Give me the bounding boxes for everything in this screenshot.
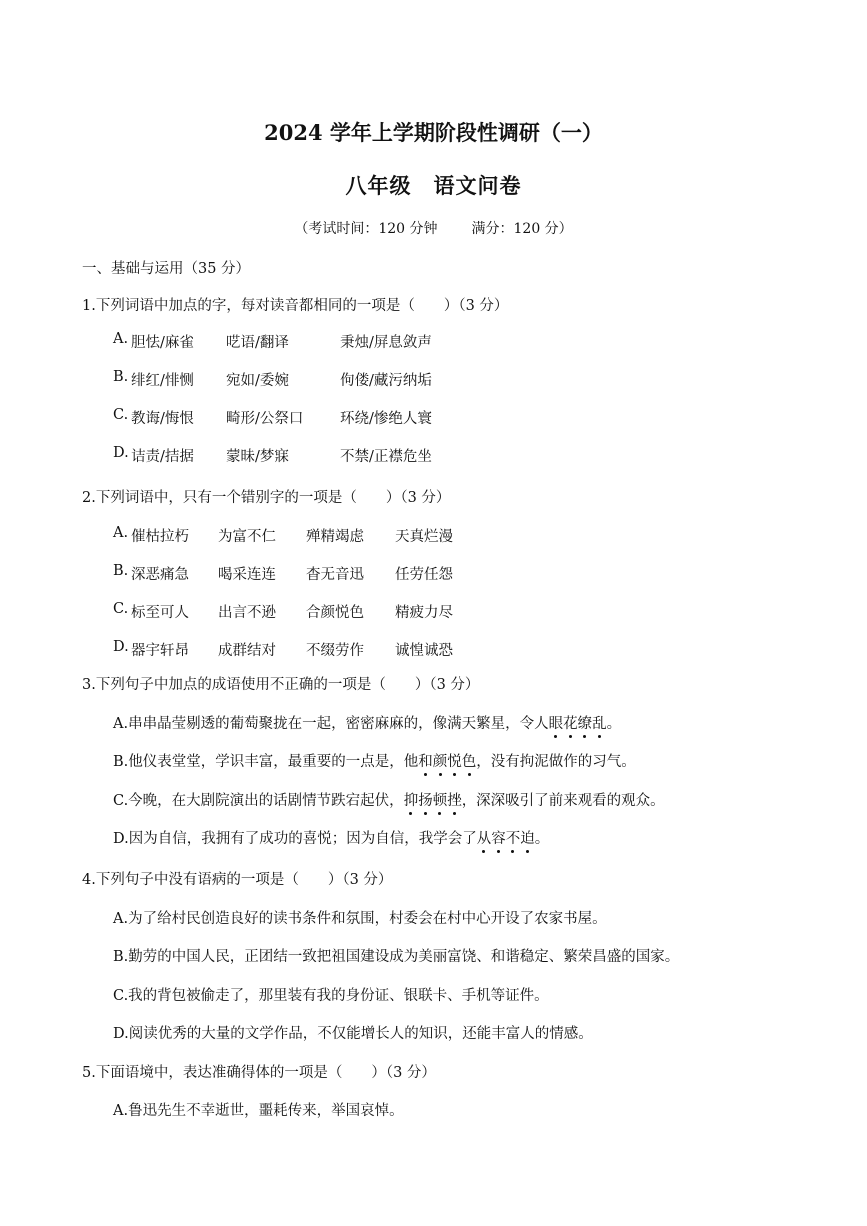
dotted-idiom: 从容不迫 <box>477 831 535 847</box>
idiom: 精疲力尽 <box>395 605 453 621</box>
idiom: 任劳任怨 <box>395 567 453 583</box>
question-3-stem: 3.下列句子中加点的成语使用不正确的一项是（ ）（3 分） <box>82 677 480 693</box>
dotted-idiom: 和颜悦色 <box>418 754 476 770</box>
option-label: B. <box>113 563 129 579</box>
word-pair: 胆怯/麻雀 <box>131 335 194 351</box>
dotted-idiom: 眼花缭乱 <box>549 716 607 732</box>
exam-time: （考试时间：120 分钟 <box>294 221 438 237</box>
option-label: A. <box>113 331 129 347</box>
idiom: 天真烂漫 <box>395 529 453 545</box>
idiom: 成群结对 <box>218 643 276 659</box>
idiom: 诚惶诚恐 <box>395 643 453 659</box>
sentence-text: B.他仪表堂堂，学识丰富，最重要的一点是，他 <box>113 754 419 770</box>
option-label: A. <box>113 525 129 541</box>
exam-score: 满分：120 分） <box>471 221 573 237</box>
option-label: D. <box>113 639 129 655</box>
option-label: D. <box>113 445 129 461</box>
idiom: 合颜悦色 <box>306 605 364 621</box>
word-pair: 畸形/公祭口 <box>226 411 304 427</box>
q3-option-a <box>113 712 621 733</box>
idiom: 不缀劳作 <box>306 643 364 659</box>
q4-option-a: A.为了给村民创造良好的读书条件和氛围，村委会在村中心开设了农家书屋。 <box>113 911 607 927</box>
question-2-stem: 2.下列词语中，只有一个错别字的一项是（ ）（3 分） <box>82 490 451 506</box>
idiom: 为富不仁 <box>218 529 276 545</box>
sentence-text: C.今晚，在大剧院演出的话剧情节跌宕起伏， <box>113 793 404 809</box>
word-pair: 绯红/悱恻 <box>131 373 194 389</box>
option-label: C. <box>113 601 129 617</box>
sentence-text: ，深深吸引了前来观看的观众。 <box>461 793 665 809</box>
exam-info <box>0 218 867 238</box>
idiom: 深恶痛急 <box>131 567 189 583</box>
question-4-stem: 4.下列句子中没有语病的一项是（ ）（3 分） <box>82 872 393 888</box>
q3-option-c <box>113 789 665 810</box>
word-pair: 教诲/悔恨 <box>131 411 194 427</box>
word-pair: 蒙昧/梦寐 <box>226 449 289 465</box>
question-1-stem: 1.下列词语中加点的字，每对读音都相同的一项是（ ）（3 分） <box>82 298 509 314</box>
q5-option-a: A.鲁迅先生不幸逝世，噩耗传来，举国哀悼。 <box>113 1103 404 1119</box>
exam-title: 2024 学年上学期阶段性调研（一） <box>264 120 603 145</box>
idiom: 喝采连连 <box>218 567 276 583</box>
sentence-text: ，没有拘泥做作的习气。 <box>476 754 636 770</box>
word-pair: 佝偻/藏污纳垢 <box>340 373 432 389</box>
word-pair: 呓语/翻译 <box>226 335 289 351</box>
option-label: C. <box>113 407 129 423</box>
q4-option-c: C.我的背包被偷走了，那里装有我的身份证、银联卡、手机等证件。 <box>113 988 549 1004</box>
section-heading: 一、基础与运用（35 分） <box>82 261 251 277</box>
sentence-text: 。 <box>606 716 622 732</box>
word-pair: 不禁/正襟危坐 <box>340 449 432 465</box>
word-pair: 宛如/委婉 <box>226 373 289 389</box>
exam-subtitle: 八年级 语文问卷 <box>345 173 522 198</box>
word-pair: 秉烛/屏息敛声 <box>340 335 432 351</box>
question-5-stem: 5.下面语境中，表达准确得体的一项是（ ）（3 分） <box>82 1065 436 1081</box>
q3-option-b <box>113 750 636 771</box>
word-pair: 诘责/拮据 <box>131 449 194 465</box>
idiom: 殚精竭虑 <box>306 529 364 545</box>
sentence-text: A.串串晶莹剔透的葡萄聚拢在一起，密密麻麻的，像满天繁星，令人 <box>113 716 549 732</box>
idiom: 标至可人 <box>131 605 189 621</box>
idiom: 器宇轩昂 <box>131 643 189 659</box>
idiom: 出言不逊 <box>218 605 276 621</box>
idiom: 催枯拉朽 <box>131 529 189 545</box>
word-pair: 环绕/惨绝人寰 <box>340 411 432 427</box>
q3-option-d <box>113 827 549 848</box>
q4-option-b: B.勤劳的中国人民，正团结一致把祖国建设成为美丽富饶、和谐稳定、繁荣昌盛的国家。 <box>113 949 680 965</box>
q4-option-d: D.阅读优秀的大量的文学作品，不仅能增长人的知识，还能丰富人的情感。 <box>113 1026 593 1042</box>
idiom: 杳无音迅 <box>306 567 364 583</box>
sentence-text: D.因为自信，我拥有了成功的喜悦；因为自信，我学会了 <box>113 831 477 847</box>
dotted-idiom: 抑扬顿挫 <box>404 793 462 809</box>
sentence-text: 。 <box>534 831 550 847</box>
option-label: B. <box>113 369 129 385</box>
